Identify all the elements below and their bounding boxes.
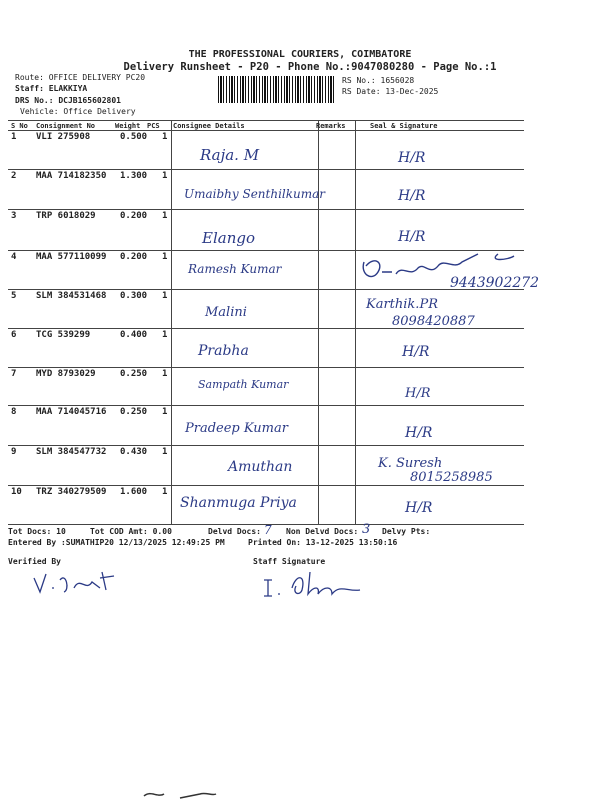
barcode-image <box>218 76 336 103</box>
row-6-weight: 0.400 <box>120 330 148 340</box>
total-docs: Tot Docs: 10 <box>8 527 66 536</box>
row-2-weight: 1.300 <box>120 171 148 181</box>
row-9-weight: 0.430 <box>120 447 148 457</box>
row-1-consignment: VLI 275908 <box>36 132 91 142</box>
row-10-weight: 1.600 <box>120 487 148 497</box>
rs-date: RS Date: 13-Dec-2025 <box>342 87 439 96</box>
printed-on: Printed On: 13-12-2025 13:50:16 <box>248 538 398 547</box>
row-2-consignee: Umaibhy Senthilkumar <box>184 187 326 201</box>
route-label: Route: OFFICE DELIVERY PC20 <box>15 73 146 82</box>
row-8-consignee: Pradeep Kumar <box>185 421 288 436</box>
row-9-seal-phone: 8015258985 <box>410 470 493 485</box>
row-9-consignee: Amuthan <box>228 459 293 475</box>
runsheet-title: Delivery Runsheet - P20 - Phone No.:9047080280 - Page No.:1 <box>123 61 497 73</box>
rs-number: RS No.: 1656028 <box>342 76 415 85</box>
row-4-consignment: MAA 577110099 <box>36 252 107 262</box>
drs-number: DRS No.: DCJB165602801 <box>15 96 121 105</box>
row-3-weight: 0.200 <box>120 211 148 221</box>
non-delivered-docs-value: 3 <box>362 522 371 537</box>
row-1-seal: H/R <box>398 150 426 166</box>
row-1-consignee: Raja. M <box>200 146 260 164</box>
row-4-sno: 4 <box>11 252 17 262</box>
col-header-pcs: PCS <box>147 122 160 130</box>
vehicle-label: Vehicle: Office Delivery <box>20 107 136 116</box>
staff-signature-label: Staff Signature <box>253 557 326 566</box>
row-10-pcs: 1 <box>162 487 168 497</box>
col-header-remarks: Remarks <box>316 122 346 130</box>
row-3-consignee: Elango <box>202 229 255 247</box>
row-3-sno: 3 <box>11 211 17 221</box>
entered-by: Entered By :SUMATHIP20 12/13/2025 12:49:25 PM <box>8 538 225 547</box>
row-7-weight: 0.250 <box>120 369 148 379</box>
row-3-seal: H/R <box>398 229 426 245</box>
row-6-sno: 6 <box>11 330 17 340</box>
row-1-weight: 0.500 <box>120 132 148 142</box>
non-delivered-docs-label: Non Delvd Docs: <box>286 527 359 536</box>
delivered-docs-value: 7 <box>264 523 272 537</box>
total-cod-amount: Tot COD Amt: 0.00 <box>90 527 172 536</box>
row-9-seal: K. Suresh <box>378 456 443 471</box>
row-2-pcs: 1 <box>162 171 168 181</box>
staff-signature <box>262 568 372 600</box>
delivery-points-label: Delvy Pts: <box>382 527 431 536</box>
row-10-seal: H/R <box>405 500 433 516</box>
row-6-consignee: Prabha <box>198 343 249 359</box>
row-8-seal: H/R <box>405 425 433 441</box>
row-4-weight: 0.200 <box>120 252 148 262</box>
row-9-pcs: 1 <box>162 447 168 457</box>
row-5-sno: 5 <box>11 291 17 301</box>
col-header-seal: Seal & Signature <box>370 122 438 130</box>
row-10-consignee: Shanmuga Priya <box>180 495 297 511</box>
row-4-pcs: 1 <box>162 252 168 262</box>
row-7-consignee: Sampath Kumar <box>198 378 289 391</box>
row-5-consignment: SLM 384531468 <box>36 291 107 301</box>
col-header-consignment: Consignment No <box>36 122 96 130</box>
delivered-docs-label: Delvd Docs: <box>208 527 261 536</box>
row-10-consignment: TRZ 340279509 <box>36 487 107 497</box>
col-header-weight: Weight <box>115 122 141 130</box>
verified-by-signature <box>30 568 120 598</box>
row-8-sno: 8 <box>11 407 17 417</box>
row-8-weight: 0.250 <box>120 407 148 417</box>
row-3-consignment: TRP 6018029 <box>36 211 96 221</box>
company-name: THE PROFESSIONAL COURIERS, COIMBATORE <box>188 49 412 60</box>
col-header-consignee: Consignee Details <box>173 122 245 130</box>
row-5-pcs: 1 <box>162 291 168 301</box>
row-6-pcs: 1 <box>162 330 168 340</box>
row-1-sno: 1 <box>11 132 17 142</box>
row-3-pcs: 1 <box>162 211 168 221</box>
row-5-weight: 0.300 <box>120 291 148 301</box>
row-5-seal-phone: 8098420887 <box>392 314 475 329</box>
col-header-sno: S No <box>11 122 28 130</box>
row-9-sno: 9 <box>11 447 17 457</box>
row-7-pcs: 1 <box>162 369 168 379</box>
row-4-consignee: Ramesh Kumar <box>188 262 282 276</box>
verified-by-label: Verified By <box>8 557 61 566</box>
row-10-sno: 10 <box>11 487 22 497</box>
row-6-consignment: TCG 539299 <box>36 330 91 340</box>
row-9-consignment: SLM 384547732 <box>36 447 107 457</box>
row-6-seal: H/R <box>402 344 430 360</box>
row-2-seal: H/R <box>398 188 426 204</box>
row-7-consignment: MYD 8793029 <box>36 369 96 379</box>
staff-label: Staff: ELAKKIYA <box>15 84 88 93</box>
row-7-seal: H/R <box>405 386 431 401</box>
row-4-seal: 9443902272 <box>450 275 540 291</box>
row-2-consignment: MAA 714182350 <box>36 171 107 181</box>
row-5-seal: Karthik.PR <box>366 297 438 312</box>
row-7-sno: 7 <box>11 369 17 379</box>
row-1-pcs: 1 <box>162 132 168 142</box>
row-2-sno: 2 <box>11 171 17 181</box>
row-5-consignee: Malini <box>205 305 247 320</box>
scan-mark <box>140 788 220 800</box>
row-8-consignment: MAA 714045716 <box>36 407 107 417</box>
row-8-pcs: 1 <box>162 407 168 417</box>
